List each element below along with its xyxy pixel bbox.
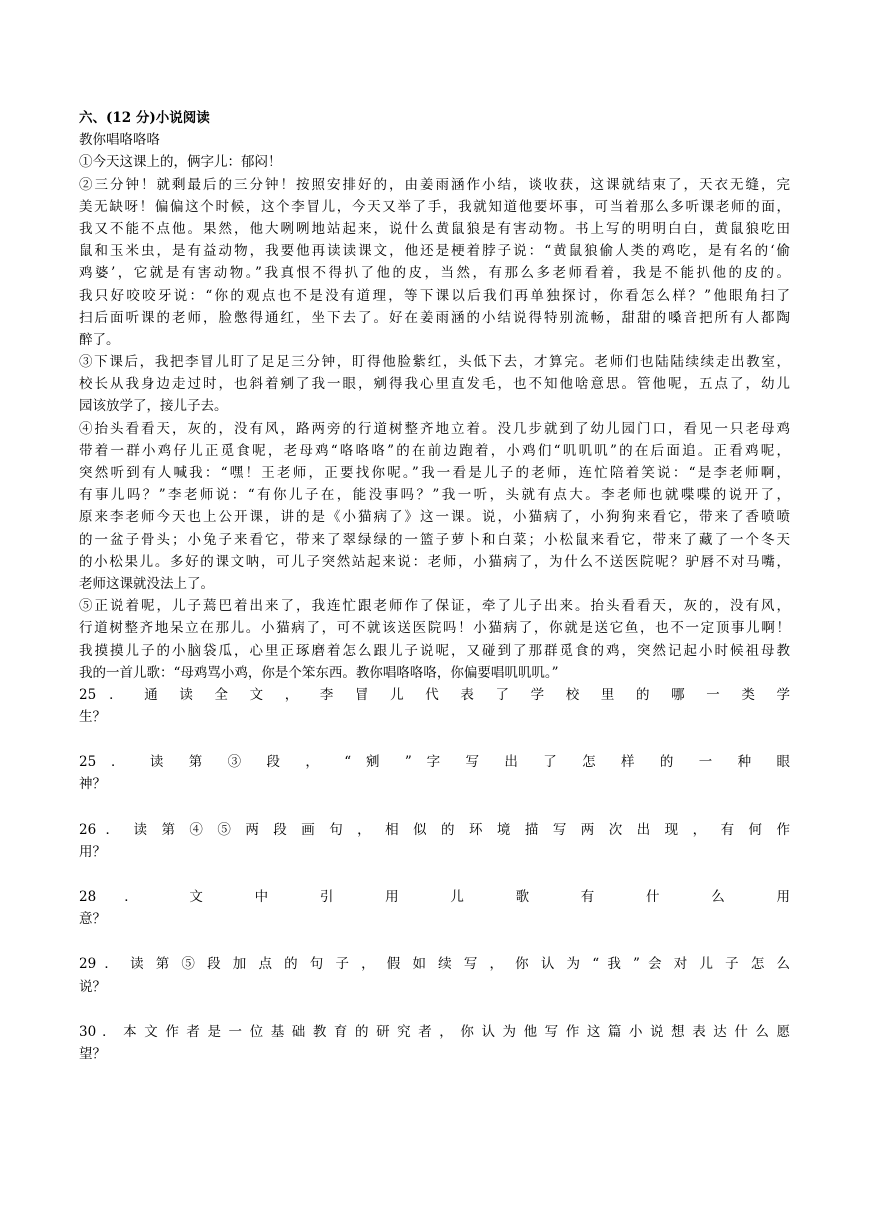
passage-line: 带着一群小鸡仔儿正觅食呢，老母鸡“咯咯咯”的在前边跑着，小鸡们“叽叽叽”的在后面追。正看鸡呢，	[79, 442, 790, 459]
question-item	[79, 1021, 790, 1065]
question-text-continued: 望？	[79, 1045, 106, 1062]
passage-line: ②三分钟！就剩最后的三分钟！按照安排好的，由姜雨涵作小结，谈收获，这课就结束了，天衣无缝，完	[79, 176, 790, 193]
question-text: 25 ． 读 第 ③ 段 ， “ 剜 ” 字 写 出 了 怎 样 的 一 种 眼	[79, 754, 790, 771]
answer-space[interactable]	[79, 796, 790, 819]
question-text: 26 ． 读 第 ④ ⑤ 两 段 画 句 ， 相 似 的 环 境 描 写 两 次 出 现 ， 有 何 作	[79, 821, 790, 838]
passage-line: 校长从我身边走过时，也斜着剜了我一眼，剜得我心里直发毛，也不知他啥意思。管他呢，五点了，幼儿	[79, 376, 790, 393]
story-title: 教你唱咯咯咯	[79, 132, 160, 149]
document-page	[79, 107, 790, 1065]
passage	[79, 151, 790, 684]
passage-line: 我的一首儿歌：“母鸡骂小鸡，你是个笨东西。教你唱咯咯咯，你偏要唱叽叽叽。”	[79, 664, 559, 681]
question-item	[79, 953, 790, 1020]
passage-line: 突然听到有人喊我：“嘿！王老师，正要找你呢。”我一看是儿子的老师，连忙陪着笑说：“是李老师啊，	[79, 465, 790, 481]
passage-line: 我又不能不点他。果然，他大咧咧地站起来，说什么黄鼠狼是有害动物。书上写的明明白白，黄鼠狼吃田	[79, 220, 790, 237]
question-item	[79, 751, 790, 818]
answer-space[interactable]	[79, 998, 790, 1021]
questions	[79, 684, 790, 1065]
question-text-continued: 生？	[79, 709, 106, 726]
question-text: 28 ． 文 中 引 用 儿 歌 有 什 么 用	[79, 889, 790, 905]
passage-line: 的小松果儿。多好的课文呐，可儿子突然站起来说：老师，小猫病了，为什么不送医院呢？驴唇不对马嘴，	[79, 553, 790, 570]
passage-line: 我摸摸儿子的小脑袋瓜，心里正琢磨着怎么跟儿子说呢，又碰到了那群觅食的鸡，突然记起小时候祖母教	[79, 642, 790, 659]
passage-line: ④抬头看看天，灰的，没有风，路两旁的行道树整齐地立着。没几步就到了幼儿园门口，看见一只老母鸡	[79, 420, 790, 437]
answer-space[interactable]	[79, 728, 790, 751]
passage-line: ⑤正说着呢，儿子蔫巴着出来了，我连忙跟老师作了保证，牵了儿子出来。抬头看看天，灰的，没有风，	[79, 598, 790, 615]
question-text-continued: 神？	[79, 776, 106, 793]
passage-line: 行道树整齐地呆立在那儿。小猫病了，可不就该送医院吗！小猫病了，你就是送它鱼，也不一定顶事儿啊！	[79, 620, 790, 637]
passage-line: 有事儿吗？”李老师说：“有你儿子在，能没事吗？”我一听，头就有点大。李老师也就喋喋的说开了，	[79, 487, 790, 504]
passage-line: 我只好咬咬牙说：“你的观点也不是没有道理，等下课以后我们再单独探讨，你看怎么样？”他眼角扫了	[79, 287, 790, 304]
passage-line: 老师这课就没法上了。	[79, 575, 214, 592]
question-item	[79, 886, 790, 953]
passage-line: 美无缺呀！偏偏这个时候，这个李冒儿，今天又举了手，我就知道他要坏事，可当着那么多听课老师的面，	[79, 198, 790, 215]
section-heading: 六、(12 分)小说阅读	[79, 110, 210, 126]
question-item	[79, 819, 790, 886]
question-text-continued: 说？	[79, 978, 106, 995]
question-text: 30 ． 本 文 作 者 是 一 位 基 础 教 育 的 研 究 者 ， 你 认 为 他 写 作 这 篇 小 说 想 表 达 什 么 愿	[79, 1023, 790, 1040]
passage-line: 扫后面听课的老师，脸憋得通红，坐下去了。好在姜雨涵的小结说得特别流畅，甜甜的嗓音把所有人都陶	[79, 309, 790, 326]
passage-line: 的一盆子骨头；小兔子来看它，带来了翠绿绿的一篮子萝卜和白菜；小松鼠来看它，带来了藏了一个冬天	[79, 531, 790, 548]
passage-line: 醉了。	[79, 331, 120, 348]
question-item	[79, 684, 790, 751]
answer-space[interactable]	[79, 863, 790, 886]
passage-line: ③下课后，我把李冒儿盯了足足三分钟，盯得他脸紫红，头低下去，才算完。老师们也陆陆续续走出教室，	[79, 354, 790, 371]
passage-line: 鸡婆’，它就是有害动物。”我真恨不得扒了他的皮，当然，有那么多老师看着，我是不能扒他的皮的。	[79, 265, 790, 282]
passage-line: 园该放学了，接儿子去。	[79, 398, 228, 415]
question-text-continued: 意？	[79, 911, 106, 928]
passage-line: 原来李老师今天也上公开课，讲的是《小猫病了》这一课。说，小猫病了，小狗狗来看它，带来了香喷喷	[79, 509, 790, 526]
question-text: 25 ． 通 读 全 文 ， 李 冒 儿 代 表 了 学 校 里 的 哪 一 类 学	[79, 686, 790, 703]
passage-line: ①今天这课上的，俩字儿：郁闷！	[79, 154, 282, 171]
answer-space[interactable]	[79, 930, 790, 953]
passage-line: 鼠和玉米虫，是有益动物，我要他再读读课文，他还是梗着脖子说：“黄鼠狼偷人类的鸡吃，是有名的‘偷	[79, 243, 790, 260]
question-text: 29 ． 读 第 ⑤ 段 加 点 的 句 子 ， 假 如 续 写 ， 你 认 为 “ 我 ” 会 对 儿 子 怎 么	[79, 956, 790, 973]
question-text-continued: 用？	[79, 843, 106, 860]
